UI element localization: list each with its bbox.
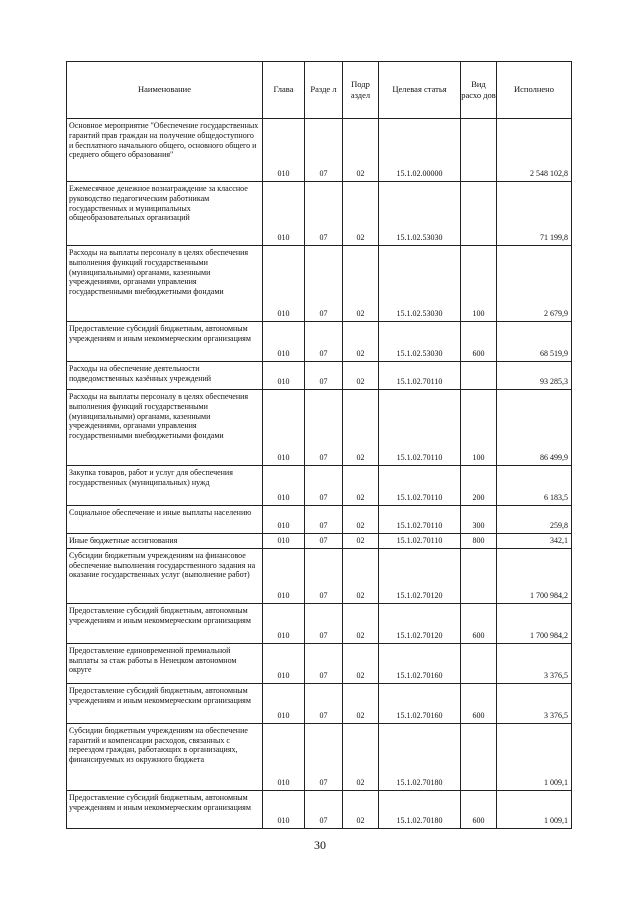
header-section: Разде л (305, 62, 343, 119)
row-amount: 3 376,5 (497, 643, 572, 683)
row-section: 07 (305, 683, 343, 723)
row-type: 600 (461, 790, 497, 828)
row-type: 100 (461, 246, 497, 322)
row-target: 15.1.02.70110 (379, 506, 461, 534)
row-name: Основное мероприятие "Обеспечение государственных гарантий прав граждан на получение общедоступного и бесплатного начального общего, основного общего и среднего общего образования" (67, 119, 263, 182)
row-amount: 93 285,3 (497, 362, 572, 390)
row-target: 15.1.02.70120 (379, 603, 461, 643)
row-chapter: 010 (263, 790, 305, 828)
row-target: 15.1.02.70110 (379, 390, 461, 466)
row-type: 100 (461, 390, 497, 466)
row-section: 07 (305, 322, 343, 362)
row-section: 07 (305, 643, 343, 683)
header-executed: Исполнено (497, 62, 572, 119)
table-row (67, 390, 572, 466)
row-chapter: 010 (263, 723, 305, 790)
row-subsection: 02 (343, 723, 379, 790)
row-name: Предоставление единовременной премиальной выплаты за стаж работы в Ненецком автономном округе (67, 643, 263, 683)
table-row (67, 119, 572, 182)
row-target: 15.1.02.70110 (379, 534, 461, 549)
row-type (461, 643, 497, 683)
row-target: 15.1.02.70180 (379, 723, 461, 790)
row-subsection: 02 (343, 390, 379, 466)
row-chapter: 010 (263, 362, 305, 390)
row-chapter: 010 (263, 534, 305, 549)
row-section: 07 (305, 506, 343, 534)
row-type: 600 (461, 603, 497, 643)
row-section: 07 (305, 603, 343, 643)
row-amount: 342,1 (497, 534, 572, 549)
row-target: 15.1.02.70110 (379, 362, 461, 390)
header-name: Наименование (67, 62, 263, 119)
row-amount: 86 499,9 (497, 390, 572, 466)
row-type: 200 (461, 466, 497, 506)
row-type (461, 119, 497, 182)
row-chapter: 010 (263, 466, 305, 506)
row-chapter: 010 (263, 246, 305, 322)
header-chapter: Глава (263, 62, 305, 119)
row-name: Предоставление субсидий бюджетным, автономным учреждениям и иным некоммерческим организациям (67, 603, 263, 643)
row-name: Субсидии бюджетным учреждениям на финансовое обеспечение выполнения государственного задания на оказание государственных услуг (выполнение работ) (67, 548, 263, 603)
row-chapter: 010 (263, 643, 305, 683)
row-name: Предоставление субсидий бюджетным, автономным учреждениям и иным некоммерческим организациям (67, 790, 263, 828)
row-subsection: 02 (343, 643, 379, 683)
row-subsection: 02 (343, 506, 379, 534)
row-name: Предоставление субсидий бюджетным, автономным учреждениям и иным некоммерческим организациям (67, 322, 263, 362)
table-row (67, 723, 572, 790)
row-amount: 259,8 (497, 506, 572, 534)
row-subsection: 02 (343, 362, 379, 390)
header-target: Целевая статья (379, 62, 461, 119)
row-section: 07 (305, 362, 343, 390)
row-type (461, 723, 497, 790)
row-type (461, 548, 497, 603)
table-row (67, 362, 572, 390)
row-subsection: 02 (343, 548, 379, 603)
row-amount: 2 679,9 (497, 246, 572, 322)
row-target: 15.1.02.70160 (379, 643, 461, 683)
row-subsection: 02 (343, 322, 379, 362)
row-subsection: 02 (343, 683, 379, 723)
row-section: 07 (305, 466, 343, 506)
row-subsection: 02 (343, 182, 379, 246)
row-section: 07 (305, 790, 343, 828)
table-row (67, 182, 572, 246)
row-name: Закупка товаров, работ и услуг для обеспечения государственных (муниципальных) нужд (67, 466, 263, 506)
row-chapter: 010 (263, 390, 305, 466)
row-chapter: 010 (263, 182, 305, 246)
header-expense-type: Вид расхо дов (461, 62, 497, 119)
row-name: Субсидии бюджетным учреждениям на обеспечение гарантий и компенсации расходов, связанных с переездом граждан, работающих в организациях, финансируемых из окружного бюджета (67, 723, 263, 790)
table-row (67, 322, 572, 362)
table-row (67, 506, 572, 534)
row-target: 15.1.02.53030 (379, 182, 461, 246)
row-amount: 6 183,5 (497, 466, 572, 506)
row-amount: 3 376,5 (497, 683, 572, 723)
table-row (67, 643, 572, 683)
row-subsection: 02 (343, 246, 379, 322)
row-name: Предоставление субсидий бюджетным, автономным учреждениям и иным некоммерческим организациям (67, 683, 263, 723)
row-chapter: 010 (263, 322, 305, 362)
row-type: 300 (461, 506, 497, 534)
row-name: Иные бюджетные ассигнования (67, 534, 263, 549)
row-subsection: 02 (343, 790, 379, 828)
row-section: 07 (305, 390, 343, 466)
row-target: 15.1.02.70110 (379, 466, 461, 506)
row-type (461, 182, 497, 246)
row-type: 800 (461, 534, 497, 549)
table-header-row (67, 62, 572, 119)
row-section: 07 (305, 723, 343, 790)
row-target: 15.1.02.53030 (379, 246, 461, 322)
row-amount: 1 700 984,2 (497, 603, 572, 643)
row-amount: 1 009,1 (497, 790, 572, 828)
table-row (67, 534, 572, 549)
row-name: Ежемесячное денежное вознаграждение за классное руководство педагогическим работникам государственных и муниципальных общеобразовательных организаций (67, 182, 263, 246)
row-chapter: 010 (263, 506, 305, 534)
table-row (67, 790, 572, 828)
row-name: Расходы на выплаты персоналу в целях обеспечения выполнения функций государственными (муниципальными) органами, казенными учреждениями, органами управления государственными внебюджетными фондами (67, 246, 263, 322)
row-name: Расходы на выплаты персоналу в целях обеспечения выполнения функций государственными (муниципальными) органами, казенными учреждениями, органами управления государственными внебюджетными фондами (67, 390, 263, 466)
row-name: Социальное обеспечение и иные выплаты населению (67, 506, 263, 534)
budget-table (66, 61, 572, 829)
row-target: 15.1.02.53030 (379, 322, 461, 362)
row-target: 15.1.02.70120 (379, 548, 461, 603)
row-chapter: 010 (263, 603, 305, 643)
table-row (67, 466, 572, 506)
row-amount: 71 199,8 (497, 182, 572, 246)
row-amount: 68 519,9 (497, 322, 572, 362)
row-subsection: 02 (343, 466, 379, 506)
row-type (461, 362, 497, 390)
row-section: 07 (305, 182, 343, 246)
row-target: 15.1.02.70180 (379, 790, 461, 828)
row-amount: 2 548 102,8 (497, 119, 572, 182)
row-section: 07 (305, 548, 343, 603)
row-subsection: 02 (343, 119, 379, 182)
row-type: 600 (461, 322, 497, 362)
table-row (67, 683, 572, 723)
row-subsection: 02 (343, 534, 379, 549)
row-amount: 1 700 984,2 (497, 548, 572, 603)
row-name: Расходы на обеспечение деятельности подведомственных казённых учреждений (67, 362, 263, 390)
row-chapter: 010 (263, 548, 305, 603)
row-target: 15.1.02.00000 (379, 119, 461, 182)
row-section: 07 (305, 246, 343, 322)
row-type: 600 (461, 683, 497, 723)
table-row (67, 603, 572, 643)
row-chapter: 010 (263, 119, 305, 182)
row-chapter: 010 (263, 683, 305, 723)
header-subsection: Подр аздел (343, 62, 379, 119)
row-target: 15.1.02.70160 (379, 683, 461, 723)
row-section: 07 (305, 119, 343, 182)
row-amount: 1 009,1 (497, 723, 572, 790)
row-subsection: 02 (343, 603, 379, 643)
page-number: 30 (314, 838, 326, 852)
table-row (67, 548, 572, 603)
table-row (67, 246, 572, 322)
row-section: 07 (305, 534, 343, 549)
